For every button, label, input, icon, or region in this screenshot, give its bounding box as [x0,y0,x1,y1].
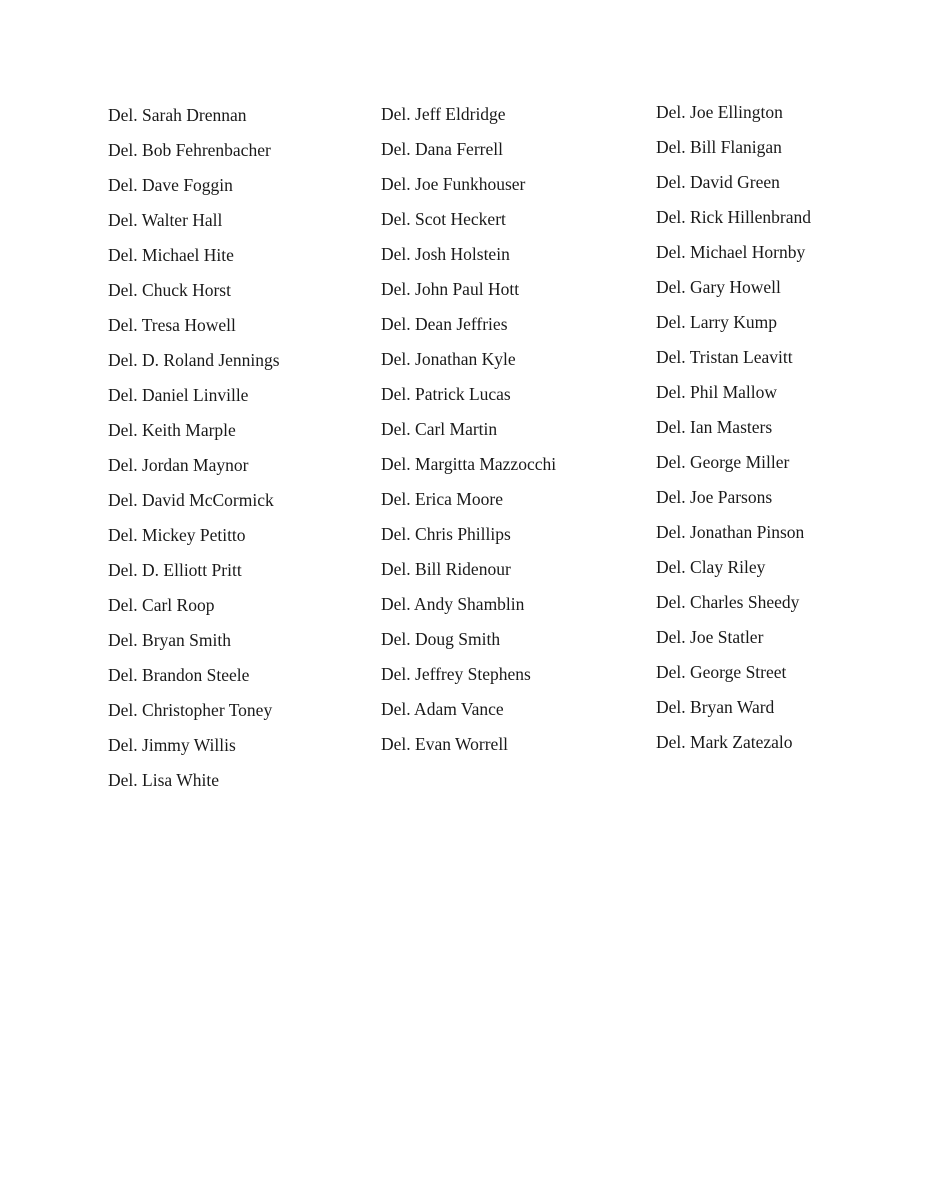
delegate-name: Del. Jonathan Kyle [381,349,516,369]
delegate-name: Del. Bob Fehrenbacher [108,140,271,160]
delegate-name: Del. Patrick Lucas [381,384,511,404]
delegate-name: Del. Joe Ellington [656,102,783,122]
delegate-name: Del. Brandon Steele [108,665,250,685]
delegate-name: Del. D. Elliott Pritt [108,560,242,580]
delegate-name: Del. Rick Hillenbrand [656,207,812,227]
delegate-name: Del. Phil Mallow [656,382,778,402]
delegate-name: Del. Andy Shamblin [381,594,525,614]
delegate-name: Del. Chris Phillips [381,524,511,544]
delegate-name: Del. Gary Howell [656,277,781,297]
delegate-name: Del. Clay Riley [656,557,766,577]
delegate-name: Del. Daniel Linville [108,385,249,405]
delegate-name: Del. D. Roland Jennings [108,350,280,370]
delegate-name: Del. Keith Marple [108,420,236,440]
delegate-name: Del. Jeffrey Stephens [381,664,531,684]
delegate-name: Del. David Green [656,172,780,192]
delegate-name: Del. Bill Ridenour [381,559,511,579]
delegate-name: Del. Tresa Howell [108,315,236,335]
delegate-name: Del. Larry Kump [656,312,778,332]
delegate-name: Del. John Paul Hott [381,279,520,299]
delegate-name: Del. Chuck Horst [108,280,231,300]
delegate-name: Del. Dean Jeffries [381,314,508,334]
delegate-name: Del. Dana Ferrell [381,139,503,159]
delegate-name: Del. Evan Worrell [381,734,509,754]
delegate-name: Del. Michael Hite [108,245,234,265]
delegate-name: Del. Carl Roop [108,595,215,615]
delegate-name: Del. Jonathan Pinson [656,522,805,542]
delegate-name: Del. Charles Sheedy [656,592,800,612]
delegate-name: Del. Michael Hornby [656,242,806,262]
delegate-name: Del. Jeff Eldridge [381,104,506,124]
delegate-name: Del. Walter Hall [108,210,223,230]
delegate-name: Del. Lisa White [108,770,219,790]
delegate-name: Del. Sarah Drennan [108,105,247,125]
delegate-column-3 [656,95,811,760]
delegate-name: Del. Joe Funkhouser [381,174,526,194]
delegate-name: Del. David McCormick [108,490,274,510]
delegate-name: Del. Mark Zatezalo [656,732,793,752]
delegate-name: Del. Bryan Ward [656,697,775,717]
delegate-name: Del. Carl Martin [381,419,498,439]
delegate-name: Del. Doug Smith [381,629,501,649]
delegate-name: Del. Mickey Petitto [108,525,246,545]
delegate-name: Del. Jordan Maynor [108,455,249,475]
delegate-name: Del. Tristan Leavitt [656,347,793,367]
delegate-name: Del. Bryan Smith [108,630,231,650]
delegate-name: Del. Jimmy Willis [108,735,236,755]
delegate-name: Del. Joe Parsons [656,487,773,507]
delegate-name: Del. Erica Moore [381,489,503,509]
delegate-name: Del. Adam Vance [381,699,504,719]
delegate-name: Del. Scot Heckert [381,209,506,229]
delegate-column-1 [108,98,280,798]
delegate-name: Del. Margitta Mazzocchi [381,454,557,474]
delegate-name: Del. Bill Flanigan [656,137,782,157]
delegate-name: Del. George Miller [656,452,790,472]
delegate-name: Del. George Street [656,662,787,682]
delegate-name: Del. Joe Statler [656,627,764,647]
delegate-name: Del. Christopher Toney [108,700,273,720]
delegate-column-2 [381,97,556,762]
delegate-name: Del. Josh Holstein [381,244,510,264]
delegate-name: Del. Ian Masters [656,417,773,437]
delegate-name: Del. Dave Foggin [108,175,233,195]
